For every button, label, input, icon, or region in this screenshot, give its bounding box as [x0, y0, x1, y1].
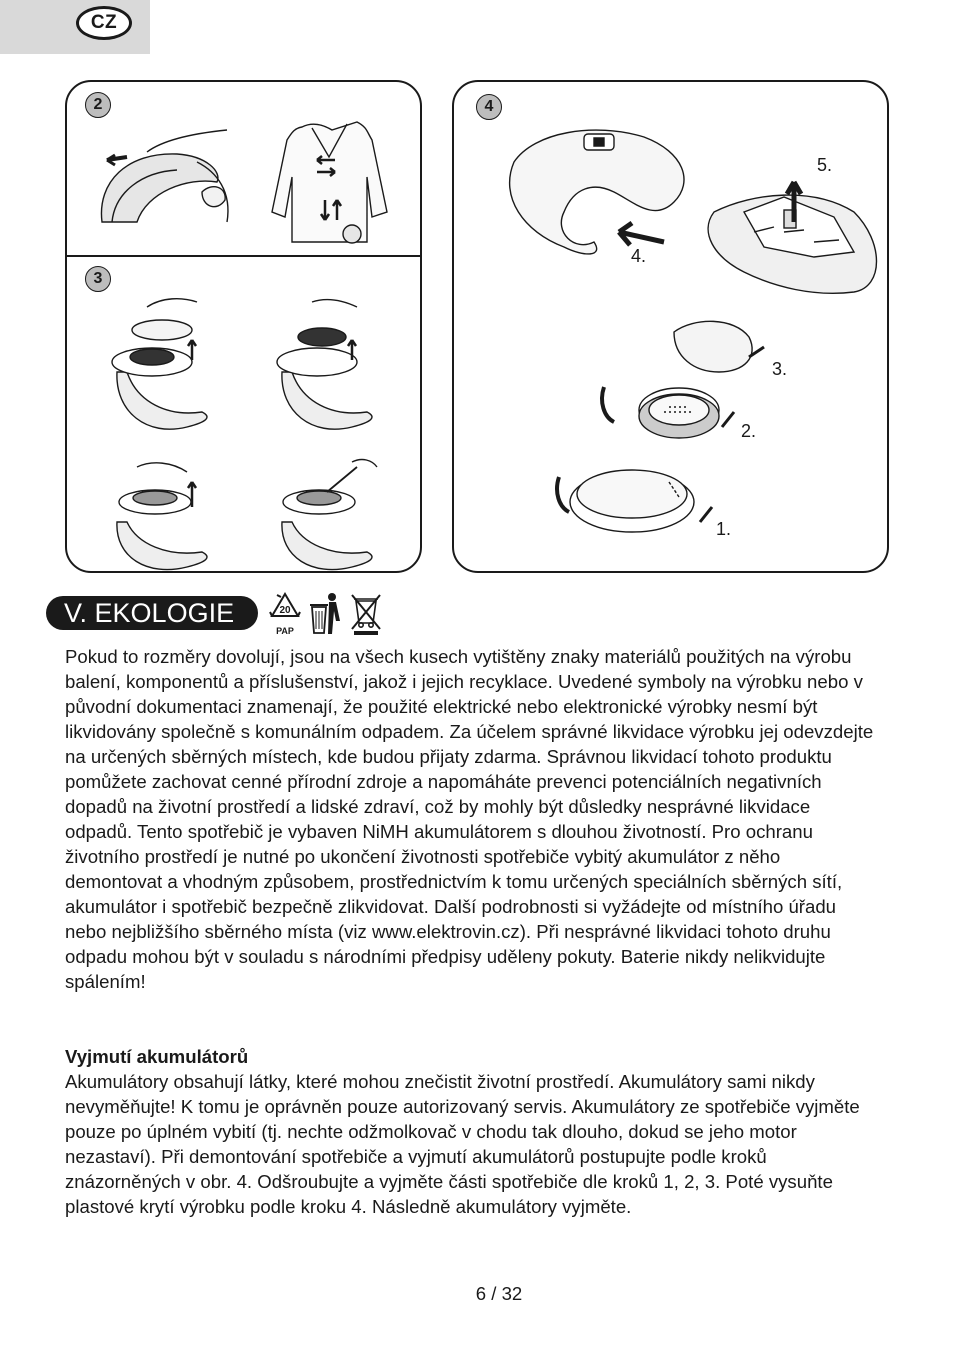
figure-3-badge: 3: [85, 266, 111, 292]
recycling-material: PAP: [276, 626, 294, 636]
language-tab: [0, 0, 150, 54]
battery-removal-paragraph: Akumulátory obsahují látky, které mohou znečistit životní prostředí. Akumulátory sami nikdy nevyměňujte! K tomu je oprávněn pouze autorizovaný servis. Akumulátory ze spotřebiče vyjměte pouze po úplném vybití (tj. nechte odžmolkovač v chodu tak dlouho, dokud se jeho motor nezastaví). Při demontování spotřebiče a vyjmutí akumulátorů postupujte podle kroků znázorněných v obr. 4. Odšroubujte a vyjměte části spotřebiče dle kroků 1, 2, 3. Poté vysuňte plastové krytí výrobku podle kroku 4. Následně akumulátory vyjměte.: [65, 1071, 860, 1217]
figure-panel-4: [452, 80, 889, 573]
blade-grille-part: [639, 388, 719, 438]
cap-part: [674, 321, 752, 372]
defuzzer-illustrations: [67, 82, 420, 571]
figure-2-badge: 2: [85, 92, 111, 118]
ecology-symbols: [268, 591, 384, 637]
housing-cover-part: [510, 130, 684, 254]
page-number: [0, 1283, 954, 1305]
recycling-triangle-icon: [270, 594, 300, 636]
defuzzer-hand-illustration: [101, 130, 228, 222]
disassembly-view-2: [277, 300, 372, 430]
arrow-step-1: [700, 507, 712, 522]
disassembly-view-1: [112, 299, 207, 429]
section-title: V. EKOLOGIE: [46, 596, 258, 630]
rotate-arrow-2: [602, 387, 614, 422]
figure-4-badge: 4: [476, 94, 502, 120]
step-2-label: 2.: [741, 421, 757, 441]
tidyman-bin-icon: [310, 593, 340, 634]
battery-removal-heading: Vyjmutí akumulátorů: [65, 1046, 249, 1067]
rotate-arrow-1: [557, 477, 569, 512]
disassembly-view-3: [117, 463, 207, 570]
step-3-label: 3.: [772, 359, 788, 379]
step-5-label: 5.: [817, 155, 833, 175]
shaving-container-part: [570, 470, 694, 532]
ecology-paragraph: Pokud to rozměry dovolují, jsou na všech kusech vytištěny znaky materiálů použitých na výrobu balení, komponentů a příslušenství, jakož i jejich recyklace. Uvedené symboly na výrobku nebo v původní dokumentaci znamenají, že použité elektrické nebo elektronické výrobky nesmí být likvidovány společně s komunálním odpadem. Za účelem správné likvidace výrobku jej odevzdejte na určených sběrných místech, kde budou přijaty zdarma. Správnou likvidací tohoto produktu pomůžete zachovat cenné přírodní zdroje a napomáháte prevenci potenciálních negativních dopadů na životní prostředí a lidské zdraví, což by mohly být důsledky nesprávné likvidace odpadů. Tento spotřebič je vybaven NiMH akumulátorem s dlouhou životností. Pro ochranu životního prostředí je nutné po ukončení životnosti spotřebiče vybitý akumulátor z něho demontovat a vhodným způsobem, prostřednictvím k tomu určených speciálních sběrných sítí, akumulátor i spotřebič bezpečně zlikvidovat. Další podrobnosti si vyžádejte od místního úřadu nebo nejbližšího sběrného místa (viz www.elektrovin.cz). Při nesprávné likvidaci tohoto druhu odpadu mohou být v souladu s národními předpisy uděleny pokuty. Baterie nikdy nelikvidujte spálením!: [65, 646, 874, 992]
page-current: 6: [475, 1283, 487, 1304]
step-4-label: 4.: [631, 246, 647, 266]
page-total: / 32: [491, 1283, 523, 1304]
sweater-illustration: [272, 122, 387, 243]
arrow-step-2: [722, 412, 734, 427]
disassembly-view-4: [282, 460, 377, 570]
figure-panel-2-3: [65, 80, 422, 573]
arrow-step-4: [619, 223, 664, 245]
language-badge: CZ: [76, 6, 132, 40]
recycling-code: 20: [279, 605, 291, 616]
crossed-wheelie-bin-icon: [352, 595, 380, 635]
step-1-label: 1.: [716, 519, 732, 539]
